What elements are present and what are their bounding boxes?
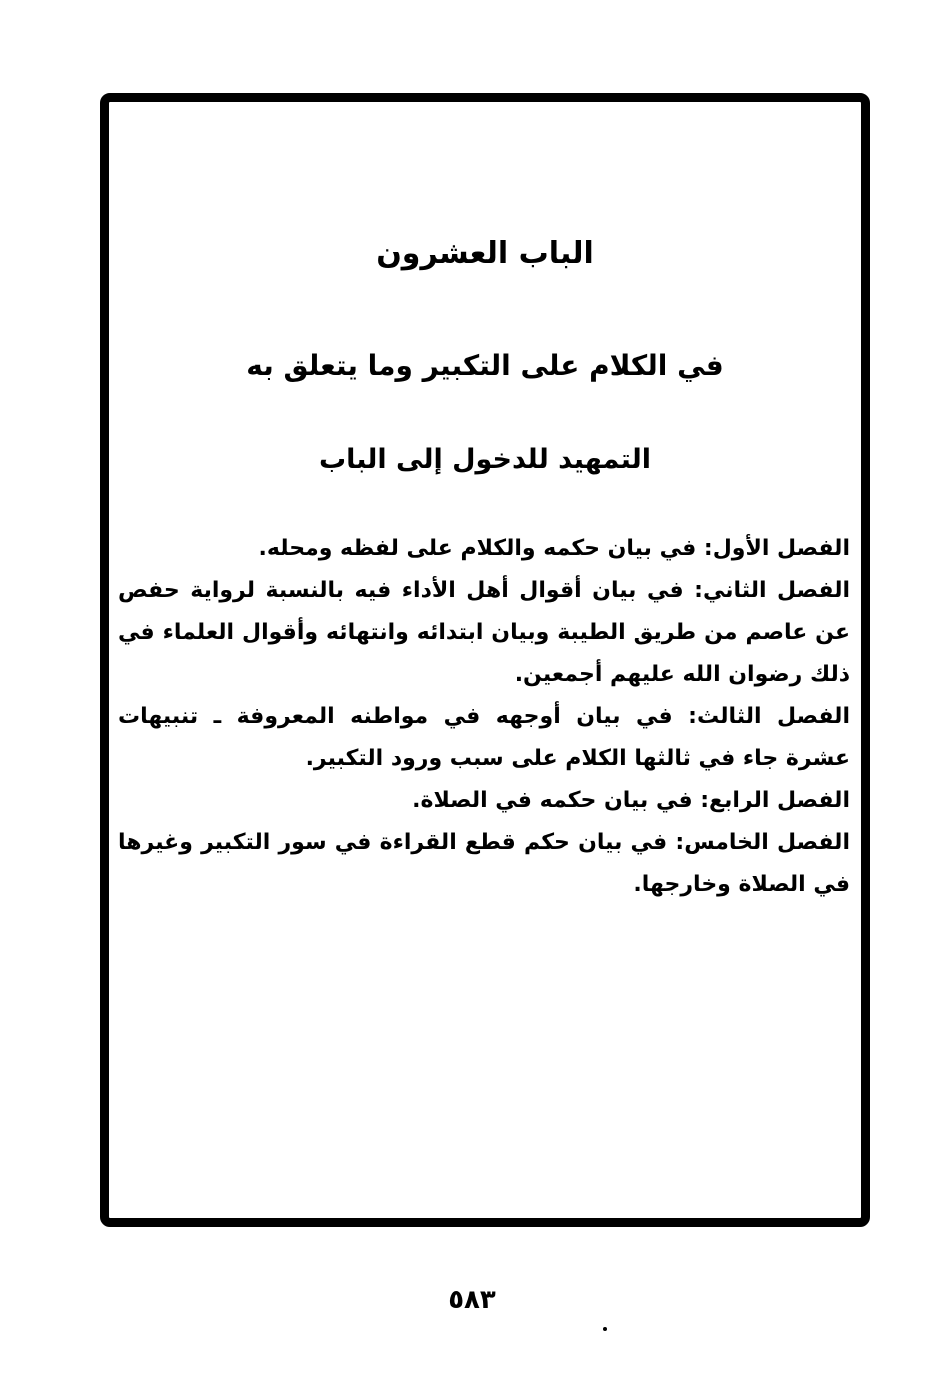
section-item-4: الفصل الرابع: في بيان حكمه في الصلاة. <box>412 788 850 813</box>
intro-heading: التمهيد للدخول إلى الباب <box>318 444 652 475</box>
section-item-2: الفصل الثاني: في بيان أقوال أهل الأداء فيه بالنسبة لرواية حفص عن عاصم من طريق الطيبة وبيان ابتدائه وانتهائه وأقوال العلماء في ذلك رضوان الله عليهم أجمعين. <box>118 578 850 687</box>
section-item-5: الفصل الخامس: في بيان حكم قطع القراءة في سور التكبير وغيرها في الصلاة وخارجها. <box>118 830 850 897</box>
chapter-subtitle: في الكلام على التكبير وما يتعلق به <box>246 349 724 382</box>
section-item-1: الفصل الأول: في بيان حكمه والكلام على لفظه ومحله. <box>258 536 850 561</box>
chapter-title: الباب العشرون <box>376 236 594 271</box>
section-list <box>118 528 850 906</box>
scan-speck <box>603 1327 607 1331</box>
page-number: ٥٨٣ <box>448 1285 496 1315</box>
section-item-3: الفصل الثالث: في بيان أوجهه في مواطنه المعروفة ـ تنبيهات عشرة جاء في ثالثها الكلام على سبب ورود التكبير. <box>118 704 850 771</box>
